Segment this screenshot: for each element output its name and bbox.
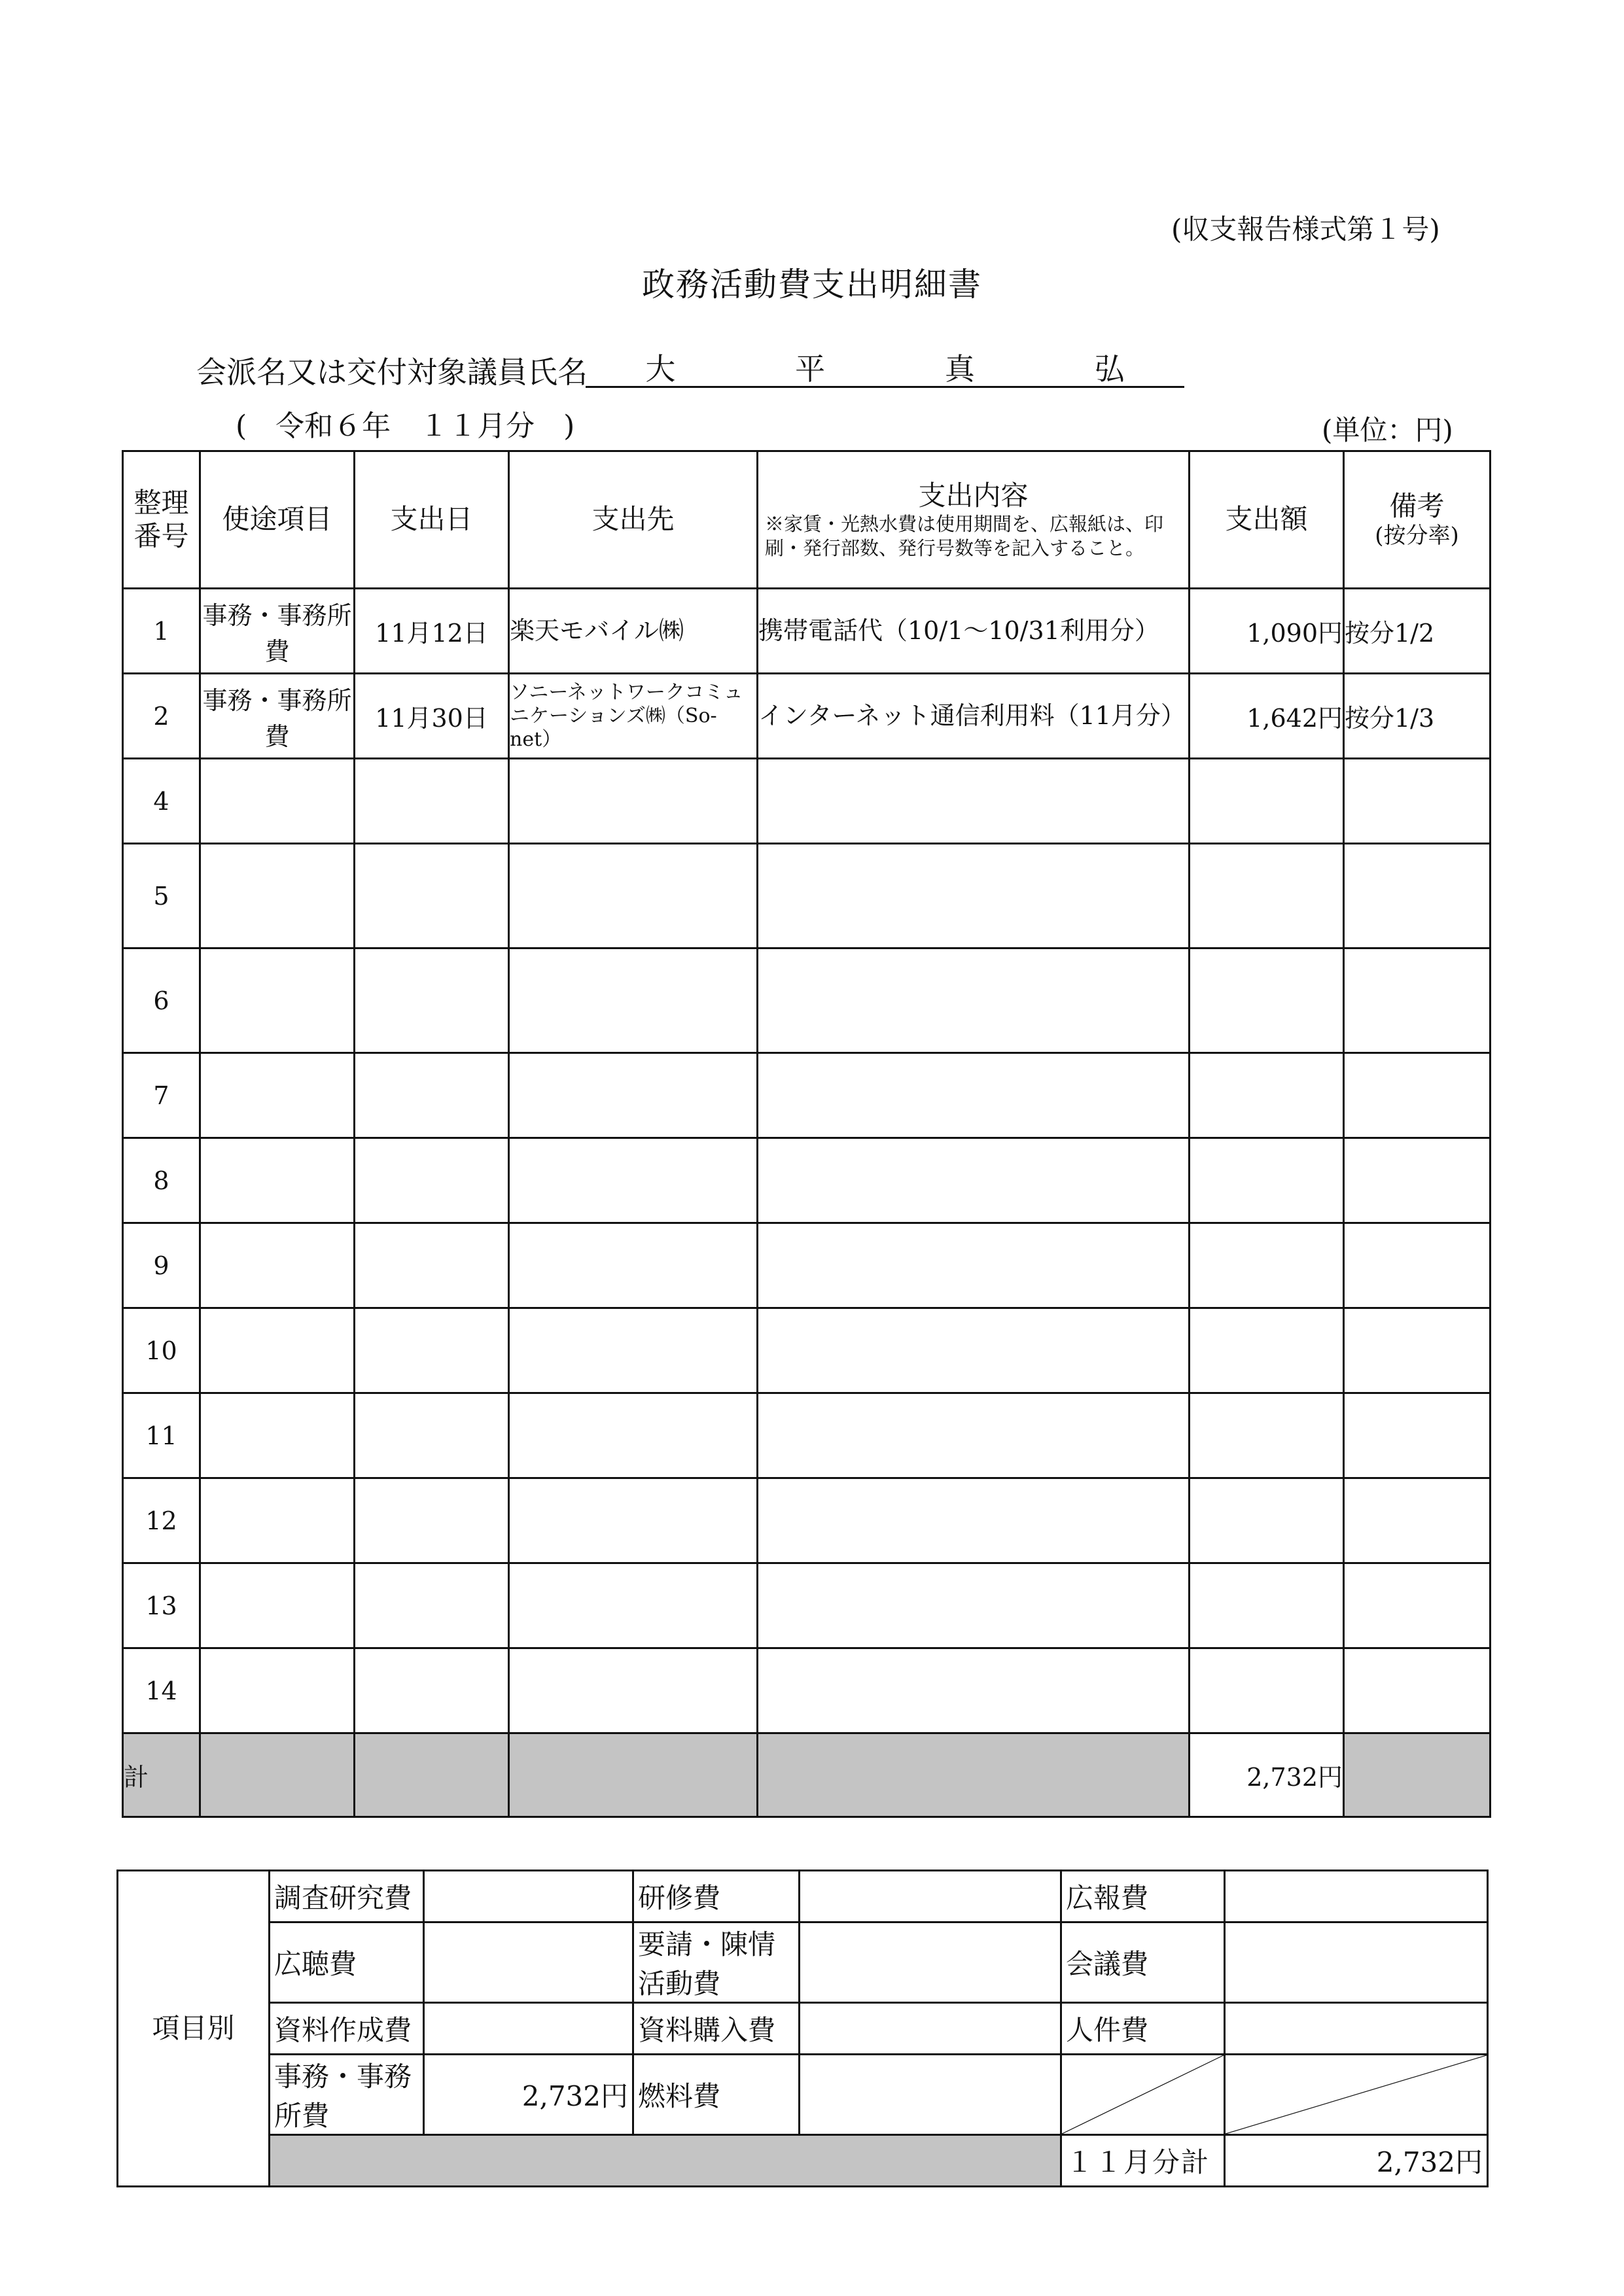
member-name-char: 弘 <box>1094 351 1125 387</box>
row-content <box>758 1223 1190 1308</box>
row-date <box>355 844 509 948</box>
header-date: 支出日 <box>355 451 509 589</box>
table-row <box>123 1648 1491 1733</box>
table-row <box>123 948 1491 1053</box>
row-payee <box>509 1138 758 1223</box>
row-no: 9 <box>123 1223 200 1308</box>
row-content: インターネット通信利用料（11月分） <box>758 674 1190 759</box>
member-name-char: 平 <box>795 351 826 387</box>
row-remarks <box>1344 1563 1491 1648</box>
summary-label: 資料作成費 <box>270 2003 424 2055</box>
row-no: 11 <box>123 1393 200 1478</box>
table-row <box>123 1053 1491 1138</box>
row-category <box>200 1308 355 1393</box>
period: ( 令和６年 １１月分 ) <box>236 409 575 443</box>
row-date <box>355 1478 509 1563</box>
header-remarks-sub: (按分率) <box>1375 523 1459 549</box>
row-remarks <box>1344 844 1491 948</box>
summary-label: 調査研究費 <box>270 1871 424 1922</box>
row-category <box>200 1053 355 1138</box>
row-payee <box>509 1563 758 1648</box>
summary-value <box>1225 2003 1488 2055</box>
row-remarks: 按分1/2 <box>1344 589 1491 674</box>
header-content-title: 支出内容 <box>918 479 1029 512</box>
row-remarks <box>1344 1648 1491 1733</box>
unit-label: (単位：円) <box>1322 414 1453 446</box>
row-amount <box>1190 1053 1344 1138</box>
row-remarks <box>1344 1223 1491 1308</box>
total-empty-cell <box>509 1733 758 1817</box>
row-amount <box>1190 1138 1344 1223</box>
summary-label: 研修費 <box>633 1871 800 1922</box>
table-row <box>123 1223 1491 1308</box>
row-no: 13 <box>123 1563 200 1648</box>
row-content <box>758 948 1190 1053</box>
row-date <box>355 1053 509 1138</box>
summary-value <box>1225 1871 1488 1922</box>
row-amount <box>1190 844 1344 948</box>
row-category <box>200 1478 355 1563</box>
row-category <box>200 1648 355 1733</box>
diagonal-line <box>1226 2055 1487 2134</box>
table-row <box>123 1563 1491 1648</box>
row-no: 2 <box>123 674 200 759</box>
header-remarks <box>1344 451 1491 589</box>
total-empty-cell <box>200 1733 355 1817</box>
row-no: 7 <box>123 1053 200 1138</box>
row-no: 12 <box>123 1478 200 1563</box>
row-date <box>355 1308 509 1393</box>
header-payee: 支出先 <box>509 451 758 589</box>
row-amount: 1,642円 <box>1190 674 1344 759</box>
row-payee <box>509 948 758 1053</box>
header-remarks-title: 備考 <box>1389 489 1445 522</box>
row-payee <box>509 1648 758 1733</box>
row-payee: ソニーネットワークコミュニケーションズ㈱（So-net） <box>509 674 758 759</box>
row-date <box>355 759 509 844</box>
summary-value <box>800 2003 1061 2055</box>
row-no: 4 <box>123 759 200 844</box>
summary-label: 人件費 <box>1061 2003 1225 2055</box>
summary-by-category <box>116 1870 1489 2187</box>
row-payee <box>509 759 758 844</box>
row-amount: 1,090円 <box>1190 589 1344 674</box>
row-date <box>355 1393 509 1478</box>
diagonal-line <box>1062 2055 1224 2134</box>
row-category <box>200 1393 355 1478</box>
summary-label: 広報費 <box>1061 1871 1225 1922</box>
row-category <box>200 759 355 844</box>
member-name <box>586 345 1184 388</box>
row-no: 8 <box>123 1138 200 1223</box>
diagonal-slash-cell <box>1061 2055 1225 2135</box>
summary-value <box>424 2003 633 2055</box>
summary-value <box>424 1922 633 2003</box>
table-header-row <box>123 451 1491 589</box>
summary-gray-cell <box>270 2135 1061 2187</box>
table-row <box>123 759 1491 844</box>
row-amount <box>1190 1563 1344 1648</box>
row-date <box>355 1648 509 1733</box>
row-category: 事務・事務所費 <box>200 589 355 674</box>
row-content <box>758 1053 1190 1138</box>
row-payee: 楽天モバイル㈱ <box>509 589 758 674</box>
summary-value <box>424 1871 633 1922</box>
row-category <box>200 844 355 948</box>
row-remarks <box>1344 1138 1491 1223</box>
total-row <box>123 1733 1491 1817</box>
row-category <box>200 948 355 1053</box>
header-content-note: ※家賃・光熱水費は使用期間を、広報紙は、印刷・発行部数、発行号数等を記入すること。 <box>765 513 1164 559</box>
member-name-char: 真 <box>944 351 975 387</box>
summary-value: 2,732円 <box>424 2055 633 2135</box>
table-row <box>123 1393 1491 1478</box>
row-amount <box>1190 1393 1344 1478</box>
row-content <box>758 1138 1190 1223</box>
row-amount <box>1190 1478 1344 1563</box>
summary-label: 会議費 <box>1061 1922 1225 2003</box>
total-empty-cell <box>758 1733 1190 1817</box>
total-empty-cell <box>355 1733 509 1817</box>
row-payee <box>509 1308 758 1393</box>
header-content <box>758 451 1190 589</box>
row-amount <box>1190 759 1344 844</box>
table-row <box>123 1138 1491 1223</box>
row-remarks <box>1344 1393 1491 1478</box>
row-category <box>200 1138 355 1223</box>
member-name-char: 大 <box>645 351 676 387</box>
summary-label: 広聴費 <box>270 1922 424 2003</box>
member-label: 会派名又は交付対象議員氏名 <box>196 355 588 390</box>
summary-value <box>800 2055 1061 2135</box>
row-payee <box>509 844 758 948</box>
row-no: 10 <box>123 1308 200 1393</box>
row-date <box>355 1563 509 1648</box>
row-no: 5 <box>123 844 200 948</box>
row-date: 11月30日 <box>355 674 509 759</box>
row-payee <box>509 1223 758 1308</box>
row-content <box>758 844 1190 948</box>
row-category: 事務・事務所費 <box>200 674 355 759</box>
table-row <box>123 1478 1491 1563</box>
row-payee <box>509 1478 758 1563</box>
summary-label: 要請・陳情活動費 <box>633 1922 800 2003</box>
row-amount <box>1190 1308 1344 1393</box>
row-content: 携帯電話代（10/1～10/31利用分） <box>758 589 1190 674</box>
row-no: 1 <box>123 589 200 674</box>
header-category: 使途項目 <box>200 451 355 589</box>
row-date <box>355 948 509 1053</box>
month-total-value: 2,732円 <box>1225 2135 1488 2187</box>
row-category <box>200 1223 355 1308</box>
row-content <box>758 759 1190 844</box>
row-remarks <box>1344 1478 1491 1563</box>
row-date <box>355 1223 509 1308</box>
row-remarks <box>1344 759 1491 844</box>
row-date <box>355 1138 509 1223</box>
row-content <box>758 1648 1190 1733</box>
row-content <box>758 1478 1190 1563</box>
total-empty-cell <box>1344 1733 1491 1817</box>
table-row <box>123 844 1491 948</box>
row-no: 6 <box>123 948 200 1053</box>
table-row <box>123 1308 1491 1393</box>
row-category <box>200 1563 355 1648</box>
summary-label: 燃料費 <box>633 2055 800 2135</box>
row-amount <box>1190 1648 1344 1733</box>
row-remarks <box>1344 1053 1491 1138</box>
table-row <box>123 674 1491 759</box>
summary-value <box>800 1871 1061 1922</box>
summary-value <box>1225 1922 1488 2003</box>
row-remarks <box>1344 948 1491 1053</box>
month-total-label: １１月分計 <box>1061 2135 1225 2187</box>
row-content <box>758 1308 1190 1393</box>
table-row <box>123 589 1491 674</box>
row-no: 14 <box>123 1648 200 1733</box>
row-payee <box>509 1393 758 1478</box>
form-number: (収支報告様式第１号) <box>1171 213 1440 245</box>
summary-label: 事務・事務所費 <box>270 2055 424 2135</box>
total-amount: 2,732円 <box>1190 1733 1344 1817</box>
row-content <box>758 1563 1190 1648</box>
row-amount <box>1190 948 1344 1053</box>
row-remarks: 按分1/3 <box>1344 674 1491 759</box>
document-title: 政務活動費支出明細書 <box>642 266 982 304</box>
summary-label: 資料購入費 <box>633 2003 800 2055</box>
row-date: 11月12日 <box>355 589 509 674</box>
row-remarks <box>1344 1308 1491 1393</box>
row-content <box>758 1393 1190 1478</box>
summary-side-label: 項目別 <box>118 1871 270 2187</box>
header-no: 整理番号 <box>123 451 200 589</box>
expense-table <box>122 450 1491 1818</box>
row-amount <box>1190 1223 1344 1308</box>
diagonal-slash-cell <box>1225 2055 1488 2135</box>
header-amount: 支出額 <box>1190 451 1344 589</box>
summary-value <box>800 1922 1061 2003</box>
row-payee <box>509 1053 758 1138</box>
total-label: 計 <box>123 1733 200 1817</box>
